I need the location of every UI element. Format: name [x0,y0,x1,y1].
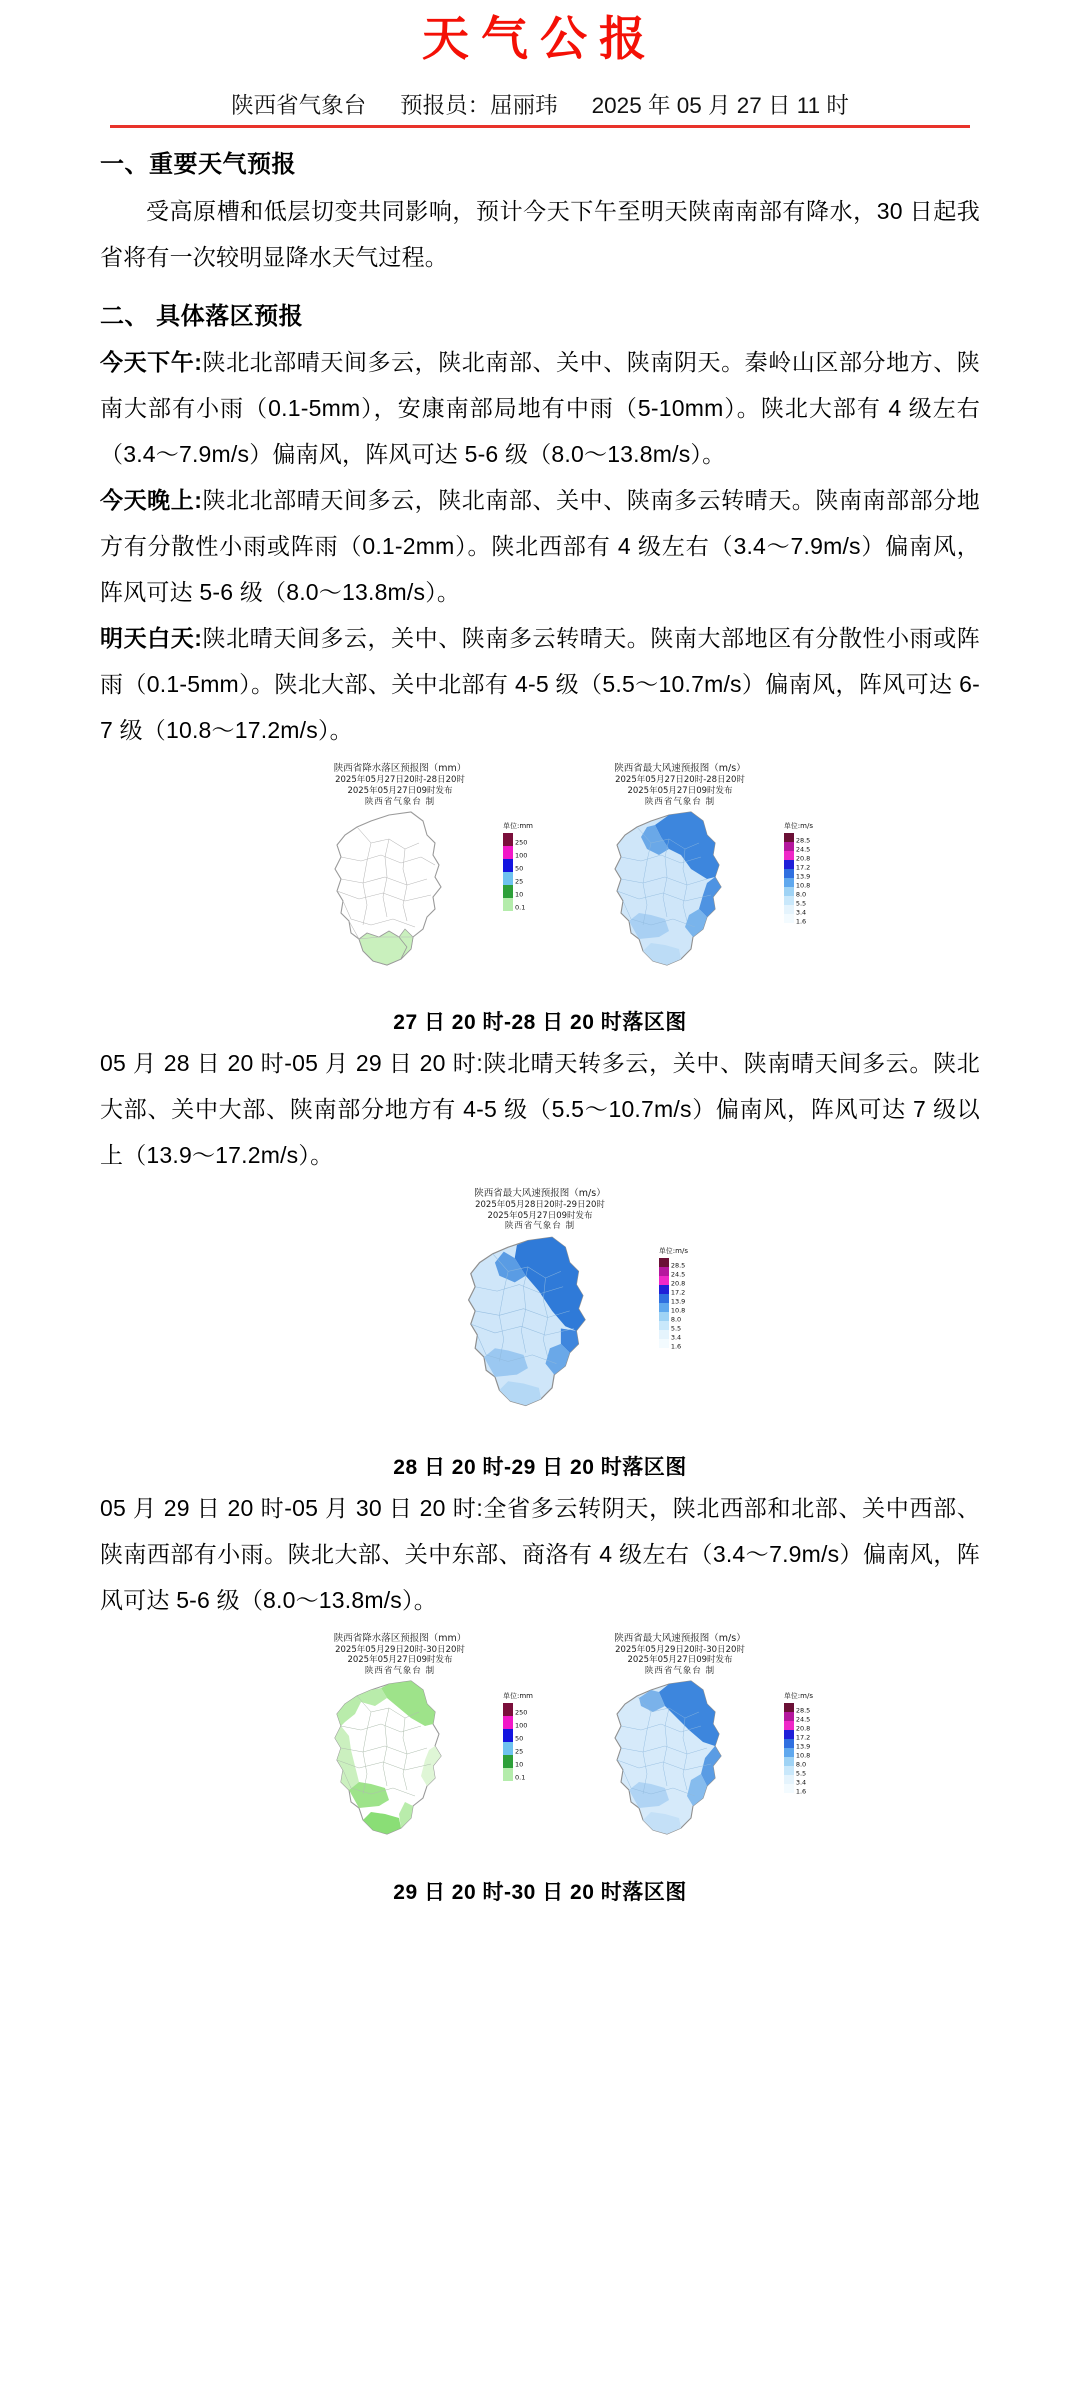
legend-label: 13.9 [795,1742,811,1751]
legend-swatch [503,833,513,846]
legend-label: 17.2 [670,1288,686,1297]
legend-swatch [784,833,794,842]
map-issued: 2025年05月27日09时发布 [627,785,733,796]
section-heading-detailed-forecast: 二、 具体落区预报 [100,302,304,330]
map-issued: 2025年05月27日09时发布 [627,1655,733,1666]
legend-entry [503,872,527,885]
legend-swatch [503,1729,513,1742]
legend-wind [783,821,813,926]
map-credit: 陕西省气象台 制 [364,1666,436,1676]
legend-entry [784,842,811,854]
map-panel-wind-29-30 [545,1633,815,1862]
legend-label: 100 [515,851,528,860]
legend-label: 17.2 [795,1733,811,1742]
legend-entry [784,905,810,917]
map-period: 2025年05月28日20时-29日20时 [475,1200,605,1210]
legend-label: 10.8 [795,881,811,890]
legend-label: 8.0 [795,1760,807,1769]
map-issued: 2025年05月27日09时发布 [487,1210,593,1221]
legend-entry [659,1330,685,1342]
legend-swatch [784,887,794,896]
legend-label: 8.0 [795,890,807,899]
map-issued: 2025年05月27日09时发布 [347,785,453,796]
legend-label: 17.2 [795,863,811,872]
map-header [265,763,535,807]
shaanxi-map-wind-2 [595,1678,765,1860]
legend-label: 24.5 [670,1270,686,1279]
legend-entry [503,898,527,911]
legend-label: 25 [515,1747,524,1756]
legend-swatch [503,898,513,911]
legend-entry [503,1703,527,1716]
forecast-tonight-text: 陕北北部晴天间多云，陕北南部、关中、陕南多云转晴天。陕南南部部分地方有分散性小雨或阵雨（0.1-2mm）。陕北西部有 4 级左右（3.4～7.9m/s）偏南风，阵风可达 5-6 级（8.0～13.8m/s）。 [100,487,980,606]
legend-swatch [784,905,794,914]
legend-entry [784,1766,810,1778]
legend-label: 10 [515,890,524,899]
legend-entry [503,1729,527,1742]
map-title: 陕西省降水落区预报图（mm） [333,1632,467,1644]
legend-swatch [659,1330,669,1339]
legend-entry [784,1775,810,1787]
figure-27-28 [100,763,980,1036]
legend-swatch [784,1712,794,1721]
legend-entry [784,851,811,863]
important-forecast-paragraph: 受高原槽和低层切变共同影响，预计今天下午至明天陕南南部有降水，30 日起我省将有一次较明显降水天气过程。 [100,197,980,270]
figure-caption: 29 日 20 时-30 日 20 时落区图 [393,1880,687,1904]
map-period: 2025年05月29日20时-30日20时 [615,1644,745,1655]
legend-swatch [659,1321,669,1330]
shaanxi-map-wind-strong [445,1234,635,1434]
legend-wind [783,1691,813,1796]
legend-swatch [784,842,794,851]
legend-label: 50 [515,864,524,873]
forecast-tomorrow-daytime-text: 陕北晴天间多云，关中、陕南多云转晴天。陕南大部地区有分散性小雨或阵雨（0.1-5mm）。陕北大部、关中北部有 4-5 级（5.5～10.7m/s）偏南风，阵风可达 6-7 级（10.8～17.2m/s）。 [100,625,980,744]
legend-label: 13.9 [670,1297,686,1306]
legend-label: 3.4 [795,908,807,917]
legend-label: 24.5 [795,1715,811,1724]
forecast-28-29-paragraph: 05 月 28 日 20 时-05 月 29 日 20 时:陕北晴天转多云，关中、陕南晴天间多云。陕北大部、关中大部、陕南部分地方有 4-5 级（5.5～10.7m/s）偏南风，阵风可达 7 级以上（13.9～17.2m/s）。 [100,1050,980,1169]
legend-swatch [784,860,794,869]
legend-entry [784,860,811,872]
map-panel-wind-28-29 [390,1188,690,1437]
legend-label: 28.5 [795,836,811,845]
legend-colorbar [659,1258,686,1351]
map-title: 陕西省最大风速预报图（m/s） [474,1188,606,1200]
legend-swatch [503,1755,513,1768]
legend-swatch [784,1766,794,1775]
legend-swatch [784,914,794,923]
legend-label: 13.9 [795,872,811,881]
legend-swatch [503,872,513,885]
legend-label: 10 [515,1760,524,1769]
legend-unit: 单位:mm [503,822,533,831]
map-credit: 陕西省气象台 制 [364,796,436,807]
legend-swatch [784,1739,794,1748]
legend-unit: 单位:m/s [783,822,813,831]
legend-swatch [784,851,794,860]
legend-label: 50 [515,1734,524,1743]
forecast-29-30-paragraph: 05 月 29 日 20 时-05 月 30 日 20 时:全省多云转阴天，陕北西部和北部、关中西部、陕南西部有小雨。陕北大部、关中东部、商洛有 4 级左右（3.4～7.9m/s）偏南风，阵风可达 5-6 级（8.0～13.8m/s）。 [100,1494,980,1613]
map-header [545,763,815,807]
map-header [545,1633,815,1677]
map-body [545,1677,815,1862]
legend-entry [503,1742,527,1755]
legend-entry [784,896,810,908]
legend-entry [784,1703,811,1715]
map-header [265,1633,535,1677]
byline-forecaster-name: 屈丽玮 [490,93,558,119]
legend-label: 8.0 [670,1315,682,1324]
map-panel-precip-29-30 [265,1633,535,1862]
map-panel-precip-27-28 [265,763,535,992]
legend-entry [784,1757,810,1769]
map-title: 陕西省最大风速预报图（m/s） [614,763,746,775]
legend-precipitation [503,821,533,911]
legend-label: 1.6 [795,917,807,926]
byline [110,89,970,128]
legend-label: 0.1 [515,903,526,912]
legend-swatch [503,1716,513,1729]
legend-swatch [503,1768,513,1781]
map-credit: 陕西省气象台 制 [504,1221,576,1232]
forecast-tonight [100,477,980,615]
legend-entry [659,1285,686,1297]
legend-label: 20.8 [795,854,811,863]
legend-entry [659,1312,685,1324]
legend-label: 250 [515,1708,528,1717]
figure-28-29 [100,1188,980,1481]
legend-entry [784,1739,811,1751]
legend-entry [659,1267,686,1279]
legend-swatch [659,1258,669,1267]
legend-swatch [784,1784,794,1793]
legend-colorbar [503,1703,527,1781]
legend-label: 25 [515,877,524,886]
legend-label: 28.5 [795,1706,811,1715]
legend-entry [659,1303,686,1315]
legend-label: 3.4 [795,1778,807,1787]
legend-swatch [659,1285,669,1294]
legend-entry [503,1755,527,1768]
byline-issue-datetime: 2025 年 05 月 27 日 11 时 [591,93,849,119]
byline-forecaster-label: 预报员： [400,93,491,119]
map-header [390,1188,690,1232]
forecast-tonight-lead: 今天晚上: [100,487,203,514]
shaanxi-map-wind [595,809,765,991]
forecast-tomorrow-daytime-lead: 明天白天: [100,625,203,652]
legend-entry [659,1339,685,1351]
figure-29-30 [100,1633,980,1906]
legend-entry [784,869,811,881]
document-body [100,142,980,1905]
legend-label: 10.8 [670,1306,686,1315]
legend-label: 1.6 [670,1342,682,1351]
legend-entry [784,1784,810,1796]
legend-unit: 单位:m/s [783,1691,813,1700]
legend-label: 10.8 [795,1751,811,1760]
legend-entry [659,1276,686,1288]
legend-colorbar [784,1703,811,1796]
legend-entry [784,914,810,926]
legend-swatch [659,1303,669,1312]
legend-label: 28.5 [670,1261,686,1270]
legend-swatch [659,1276,669,1285]
legend-label: 3.4 [670,1333,682,1342]
legend-swatch [784,1703,794,1712]
map-issued: 2025年05月27日09时发布 [347,1655,453,1666]
legend-swatch [659,1312,669,1321]
legend-swatch [659,1339,669,1348]
legend-entry [503,859,527,872]
legend-entry [659,1294,686,1306]
legend-entry [784,878,811,890]
shaanxi-map-precipitation-green [315,1678,485,1860]
legend-swatch [503,1742,513,1755]
map-credit: 陕西省气象台 制 [644,796,716,807]
legend-label: 1.6 [795,1787,807,1796]
map-body [265,1677,535,1862]
legend-swatch [659,1294,669,1303]
legend-entry [784,887,810,899]
legend-unit: 单位:mm [503,1691,533,1700]
map-period: 2025年05月27日20时-28日20时 [615,775,745,786]
legend-precipitation [503,1691,533,1781]
section-heading-important-forecast: 一、重要天气预报 [100,151,296,179]
legend-entry [503,1716,527,1729]
forecast-tomorrow-daytime [100,615,980,753]
forecast-today-afternoon [100,339,980,477]
legend-swatch [503,885,513,898]
legend-swatch [784,1730,794,1739]
legend-entry [503,846,527,859]
legend-swatch [503,846,513,859]
legend-entry [784,1730,811,1742]
legend-entry [503,833,527,846]
legend-colorbar [503,833,527,911]
legend-entry [659,1321,685,1333]
map-title: 陕西省最大风速预报图（m/s） [614,1632,746,1644]
legend-swatch [659,1267,669,1276]
legend-swatch [784,869,794,878]
legend-swatch [784,1757,794,1766]
legend-entry [784,833,811,845]
legend-entry [503,1768,527,1781]
legend-swatch [503,1703,513,1716]
legend-label: 24.5 [795,845,811,854]
legend-swatch [503,859,513,872]
legend-label: 0.1 [515,1773,526,1782]
map-period: 2025年05月29日20时-30日20时 [335,1644,465,1655]
forecast-today-afternoon-lead: 今天下午: [100,349,203,376]
map-title: 陕西省降水落区预报图（mm） [333,763,467,775]
legend-label: 100 [515,1721,528,1730]
page-title: 天气公报 [422,12,658,67]
map-period: 2025年05月27日20时-28日20时 [335,775,465,786]
legend-unit: 单位:m/s [658,1246,688,1255]
map-credit: 陕西省气象台 制 [644,1666,716,1676]
legend-label: 250 [515,838,528,847]
map-body [265,807,535,992]
map-body [545,807,815,992]
legend-label: 5.5 [670,1324,682,1333]
legend-swatch [784,1775,794,1784]
figure-caption: 27 日 20 时-28 日 20 时落区图 [393,1011,687,1035]
legend-swatch [784,896,794,905]
legend-swatch [784,1721,794,1730]
byline-office: 陕西省气象台 [231,93,367,119]
forecast-today-afternoon-text: 陕北北部晴天间多云，陕北南部、关中、陕南阴天。秦岭山区部分地方、陕南大部有小雨（0.1-5mm），安康南部局地有中雨（5-10mm）。陕北大部有 4 级左右（3.4～7.9m/s）偏南风，阵风可达 5-6 级（8.0～13.8m/s）。 [100,349,980,468]
legend-label: 5.5 [795,899,807,908]
shaanxi-map-precipitation [315,809,485,991]
legend-entry [784,1748,811,1760]
legend-colorbar [784,833,811,926]
legend-entry [659,1258,686,1270]
legend-entry [784,1721,811,1733]
legend-swatch [784,1748,794,1757]
legend-label: 20.8 [795,1724,811,1733]
legend-wind [658,1246,688,1351]
legend-entry [784,1712,811,1724]
legend-label: 5.5 [795,1769,807,1778]
legend-entry [503,885,527,898]
map-panel-wind-27-28 [545,763,815,992]
legend-swatch [784,878,794,887]
map-body [390,1232,690,1437]
figure-caption: 28 日 20 时-29 日 20 时落区图 [393,1455,687,1479]
legend-label: 20.8 [670,1279,686,1288]
